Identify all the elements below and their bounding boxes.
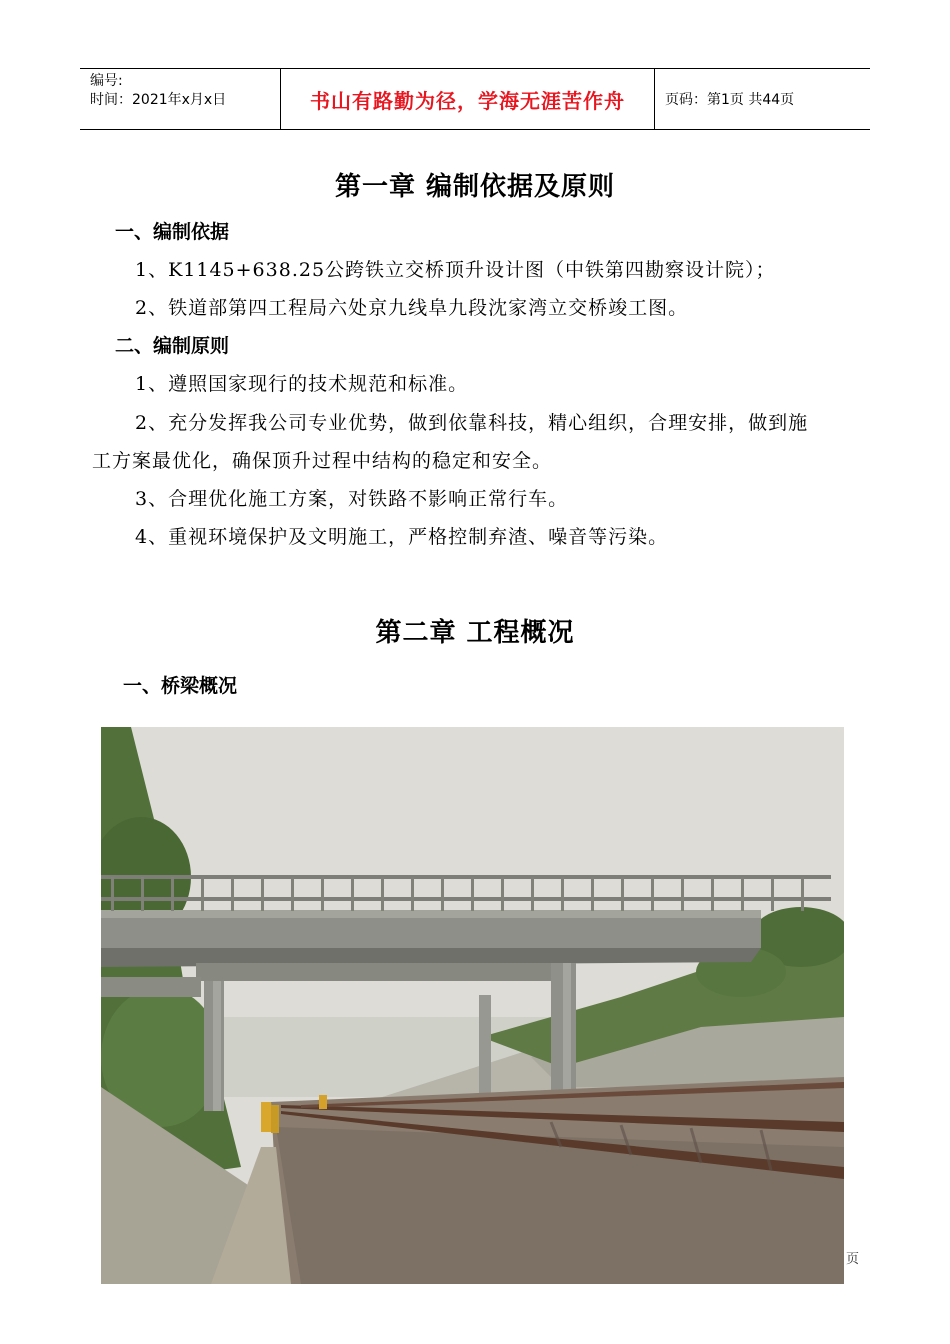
- principle-item-1: 1、遵照国家现行的技术规范和标准。: [135, 373, 469, 395]
- section-heading-principles: 二、编制原则: [115, 335, 230, 357]
- document-header: [80, 68, 870, 130]
- section-heading-basis: 一、编制依据: [115, 221, 230, 243]
- time-label: 时间：2021年x月x日: [90, 92, 227, 108]
- bridge-photo: [101, 727, 844, 1284]
- header-meta-cell: [80, 69, 281, 129]
- page-mark: 页: [846, 1252, 860, 1267]
- number-label: 编号:: [90, 73, 123, 89]
- chapter1-title: 第一章 编制依据及原则: [334, 172, 616, 202]
- principle-item-2: 2、充分发挥我公司专业优势，做到依靠科技，精心组织，合理安排，做到施: [135, 412, 809, 434]
- section-heading-bridge: 一、桥梁概况: [123, 675, 238, 697]
- basis-item-1: 1、K1145+638.25公跨铁立交桥顶升设计图（中铁第四勘察设计院）；: [135, 259, 776, 281]
- principle-item-3: 3、合理优化施工方案，对铁路不影响正常行车。: [135, 488, 569, 510]
- basis-item-2: 2、铁道部第四工程局六处京九线阜九段沈家湾立交桥竣工图。: [135, 297, 689, 319]
- principle-item-4: 4、重视环境保护及文明施工，严格控制弃渣、噪音等污染。: [135, 526, 669, 548]
- header-page-info: 页码：第1页 共44页: [665, 92, 795, 108]
- chapter2-title: 第二章 工程概况: [375, 618, 575, 648]
- principle-item-2-cont: 工方案最优化，确保顶升过程中结构的稳定和安全。: [92, 450, 553, 472]
- header-motto: 书山有路勤为径，学海无涯苦作舟: [281, 69, 655, 129]
